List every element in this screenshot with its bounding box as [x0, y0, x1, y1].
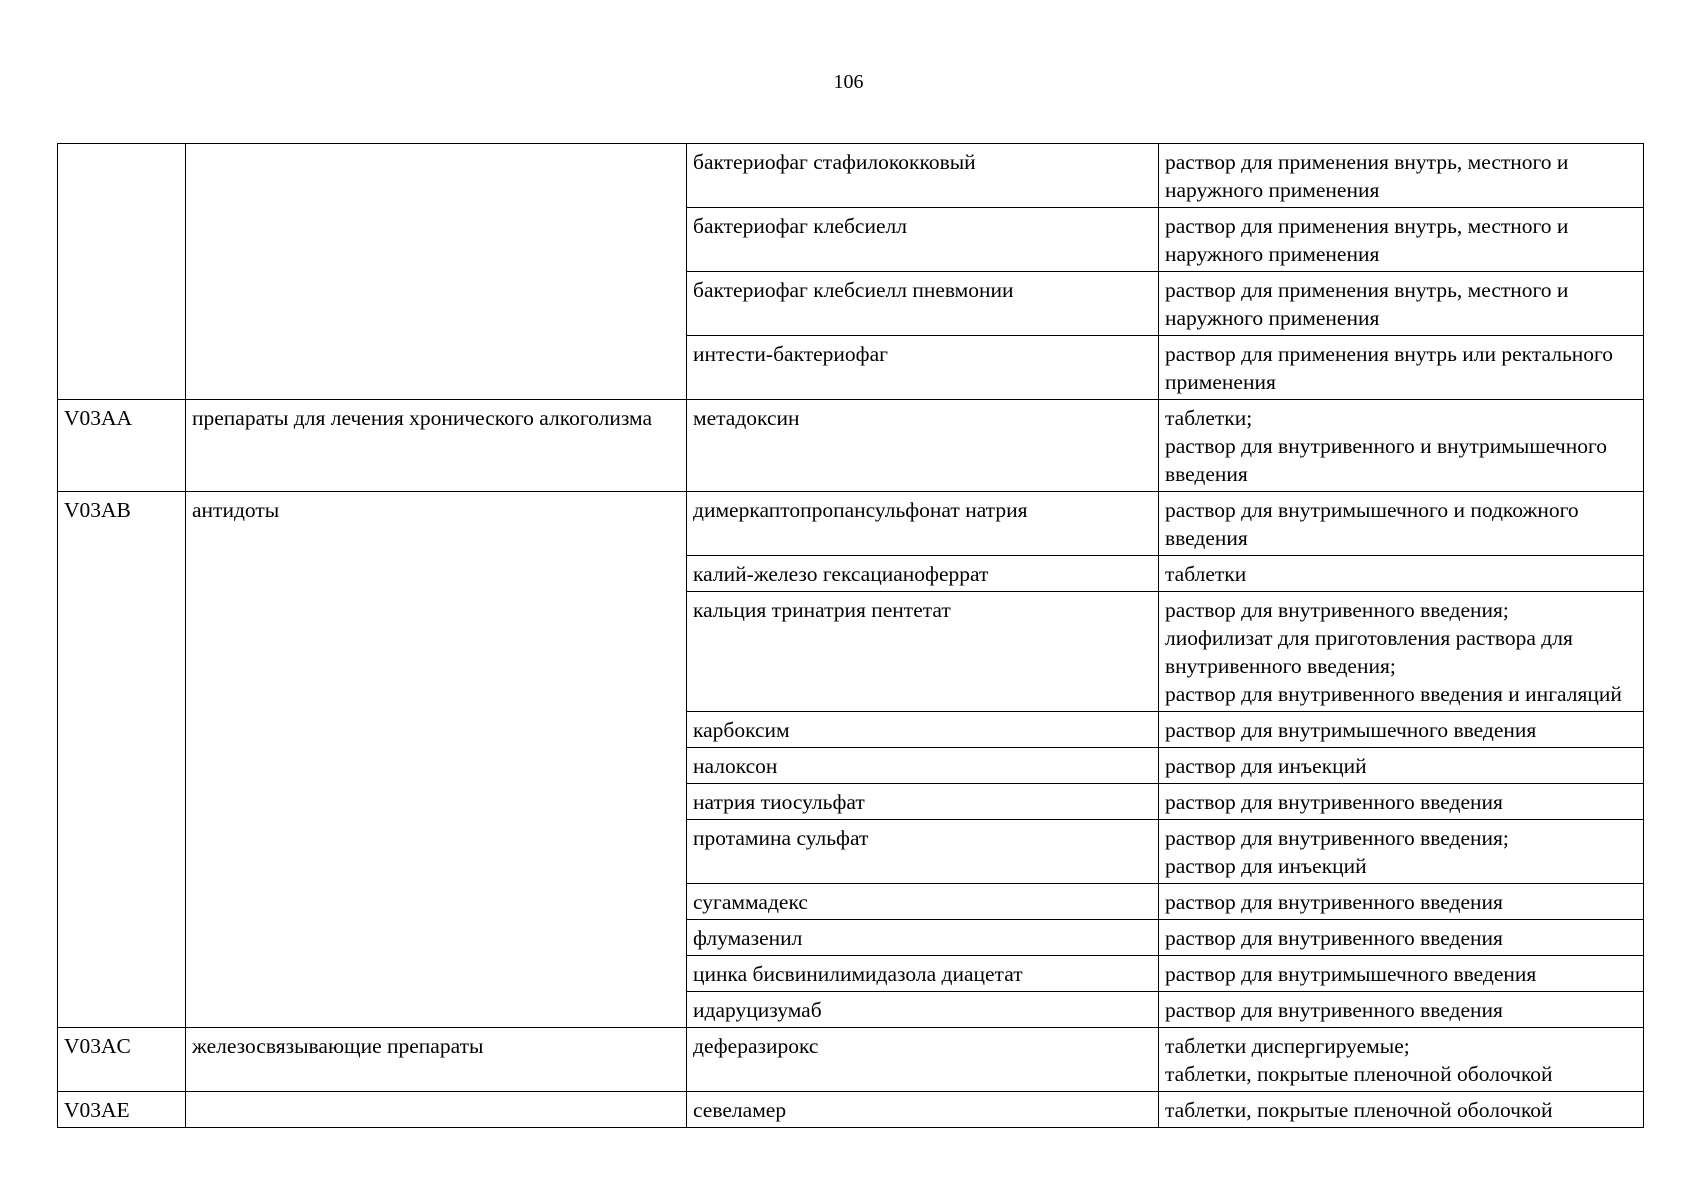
drug-name-cell: бактериофаг клебсиелл	[687, 208, 1159, 272]
dosage-form-cell: раствор для применения внутрь, местного и наружного применения	[1159, 208, 1644, 272]
dosage-form-cell: раствор для применения внутрь, местного и наружного применения	[1159, 144, 1644, 208]
dosage-form-cell: раствор для внутримышечного введения	[1159, 712, 1644, 748]
drug-name-cell: бактериофаг стафилококковый	[687, 144, 1159, 208]
dosage-form-cell: таблетки; раствор для внутривенного и внутримышечного введения	[1159, 400, 1644, 492]
drug-name-cell: карбоксим	[687, 712, 1159, 748]
dosage-form-cell: раствор для внутривенного введения	[1159, 884, 1644, 920]
drug-name-cell: калий-железо гексацианоферрат	[687, 556, 1159, 592]
group-name-cell: железосвязывающие препараты	[186, 1028, 687, 1092]
table-row	[58, 144, 1644, 208]
page-number: 106	[833, 71, 864, 93]
drug-table	[57, 143, 1644, 1128]
drug-name-cell: протамина сульфат	[687, 820, 1159, 884]
dosage-form-cell: таблетки диспергируемые; таблетки, покрытые пленочной оболочкой	[1159, 1028, 1644, 1092]
drug-name-cell: бактериофаг клебсиелл пневмонии	[687, 272, 1159, 336]
dosage-form-cell: раствор для применения внутрь, местного и наружного применения	[1159, 272, 1644, 336]
drug-name-cell: налоксон	[687, 748, 1159, 784]
drug-name-cell: интести-бактериофаг	[687, 336, 1159, 400]
atc-code-cell: V03AA	[58, 400, 186, 492]
dosage-form-cell: раствор для инъекций	[1159, 748, 1644, 784]
table-row	[58, 1092, 1644, 1128]
drug-name-cell: натрия тиосульфат	[687, 784, 1159, 820]
table-row	[58, 1028, 1644, 1092]
dosage-form-cell: раствор для внутримышечного и подкожного введения	[1159, 492, 1644, 556]
drug-name-cell: димеркаптопропансульфонат натрия	[687, 492, 1159, 556]
group-name-cell: препараты для лечения хронического алкоголизма	[186, 400, 687, 492]
group-name-cell	[186, 1092, 687, 1128]
atc-code-cell	[58, 144, 186, 400]
dosage-form-cell: раствор для внутривенного введения	[1159, 920, 1644, 956]
drug-name-cell: севеламер	[687, 1092, 1159, 1128]
table-row	[58, 492, 1644, 556]
group-name-cell: антидоты	[186, 492, 687, 1028]
atc-code-cell: V03AC	[58, 1028, 186, 1092]
dosage-form-cell: раствор для применения внутрь или ректального применения	[1159, 336, 1644, 400]
dosage-form-cell: раствор для внутривенного введения; лиофилизат для приготовления раствора для внутривенного введения; раствор для внутривенного введения и ингаляций	[1159, 592, 1644, 712]
drug-name-cell: цинка бисвинилимидазола диацетат	[687, 956, 1159, 992]
drug-name-cell: идаруцизумаб	[687, 992, 1159, 1028]
dosage-form-cell: таблетки	[1159, 556, 1644, 592]
dosage-form-cell: раствор для внутривенного введения	[1159, 992, 1644, 1028]
drug-name-cell: кальция тринатрия пентетат	[687, 592, 1159, 712]
atc-code-cell: V03AE	[58, 1092, 186, 1128]
dosage-form-cell: раствор для внутривенного введения; раствор для инъекций	[1159, 820, 1644, 884]
dosage-form-cell: раствор для внутривенного введения	[1159, 784, 1644, 820]
drug-name-cell: метадоксин	[687, 400, 1159, 492]
group-name-cell	[186, 144, 687, 400]
drug-name-cell: деферазирокс	[687, 1028, 1159, 1092]
table-row	[58, 400, 1644, 492]
dosage-form-cell: раствор для внутримышечного введения	[1159, 956, 1644, 992]
dosage-form-cell: таблетки, покрытые пленочной оболочкой	[1159, 1092, 1644, 1128]
atc-code-cell: V03AB	[58, 492, 186, 1028]
drug-name-cell: сугаммадекс	[687, 884, 1159, 920]
drug-name-cell: флумазенил	[687, 920, 1159, 956]
